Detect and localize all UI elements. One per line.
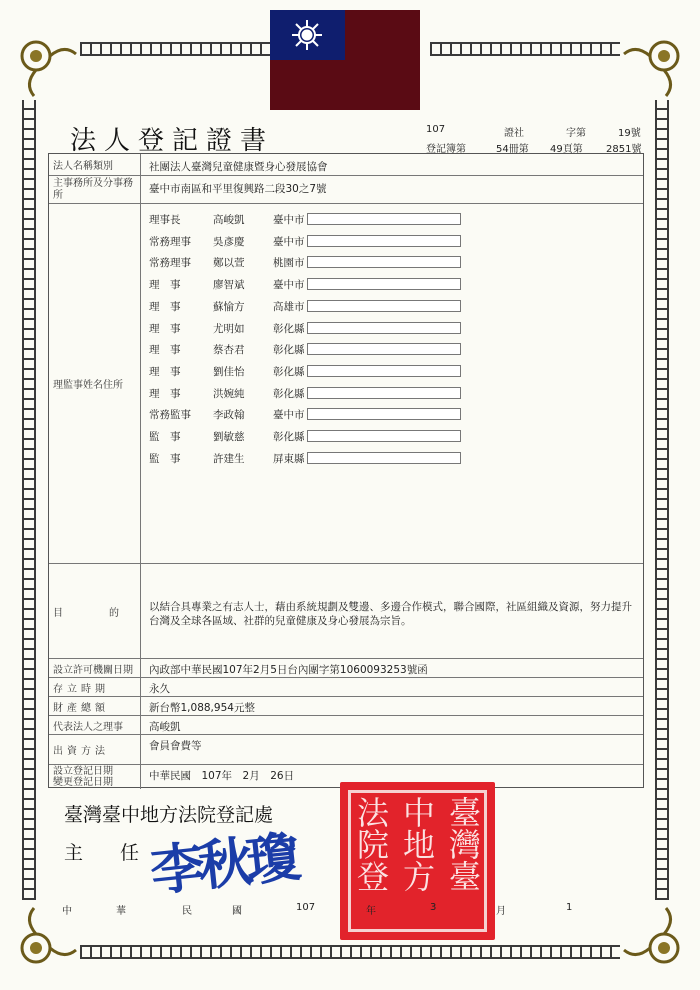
footer-c3: 民 <box>182 906 192 917</box>
director-role: 常務理事 <box>149 257 191 270</box>
rep-value: 高峻凱 <box>149 721 181 733</box>
registry-volume: 54冊第 <box>496 144 529 155</box>
row-representative <box>49 716 643 735</box>
contrib-label: 出資方法 <box>49 735 141 764</box>
director-name: 李政翰 <box>213 409 245 422</box>
director-name: 吳彥慶 <box>213 235 245 248</box>
registry-zi: 字第 <box>566 128 586 139</box>
address-redacted-box <box>307 408 461 420</box>
row-purpose <box>49 564 643 659</box>
director-name: 鄭以萱 <box>213 257 245 270</box>
seal-col-1: 臺灣臺 <box>444 796 482 892</box>
director-role: 理 事 <box>149 279 181 292</box>
assets-value: 新台幣1,088,954元整 <box>149 702 255 714</box>
type-value: 社團法人臺灣兒童健康暨身心發展協會 <box>149 161 328 173</box>
border-right <box>655 100 669 900</box>
duration-value: 永久 <box>149 683 170 695</box>
row-permit <box>49 659 643 678</box>
footer-month: 3 <box>430 902 437 913</box>
director-city: 彰化縣 <box>273 387 305 400</box>
row-directors <box>49 204 643 564</box>
corner-ornament-br <box>622 906 686 970</box>
registry-shezi: 證社 <box>504 128 524 139</box>
seal-col-3: 法院登 <box>352 796 390 892</box>
director-city: 高雄市 <box>273 300 305 313</box>
director-city: 彰化縣 <box>273 322 305 335</box>
footer-nian: 年 <box>366 906 376 917</box>
seal-col-2: 中地方 <box>398 796 436 892</box>
footer-c2: 華 <box>116 906 126 917</box>
director-name: 高峻凱 <box>213 214 245 226</box>
signature: 李秋瓊 <box>147 824 298 904</box>
footer-year: 107 <box>296 902 316 913</box>
director-name: 劉佳怡 <box>213 365 245 378</box>
director-role: 常務監事 <box>149 409 191 422</box>
purpose-value: 以結合具專業之有志人士，藉由系統規劃及雙邊、多邊合作模式，聯合國際，社區組織及資源，努力提升台灣及全球各區域、社群的兒童健康及身心發展為宗旨。 <box>149 601 632 627</box>
director-role: 理 事 <box>149 300 181 313</box>
office-value: 臺中市南區和平里復興路二段30之7號 <box>149 183 327 195</box>
address-redacted-box <box>307 256 461 268</box>
registry-year: 107 <box>426 124 446 135</box>
assets-label: 財產總額 <box>49 697 141 715</box>
director-role: 常務理事 <box>149 235 191 248</box>
directors-label: 理監事姓名住所 <box>49 204 141 563</box>
page-title: 法人登記證書 <box>70 126 275 156</box>
director-role: 監 事 <box>149 431 181 443</box>
court-name: 臺灣臺中地方法院登記處 <box>64 804 274 826</box>
registry-entry: 2851號 <box>606 144 642 155</box>
director-name: 許建生 <box>213 452 245 465</box>
director-city: 彰化縣 <box>273 344 305 357</box>
address-redacted-box <box>307 300 461 312</box>
corner-ornament-tl <box>14 34 78 98</box>
director-city: 彰化縣 <box>273 365 305 378</box>
row-office <box>49 176 643 204</box>
director-role: 理 事 <box>149 365 181 378</box>
registration-table <box>48 153 644 788</box>
director-name: 洪婉純 <box>213 387 245 400</box>
regdate-label-1: 設立登記日期 <box>53 766 113 777</box>
address-redacted-box <box>307 387 461 399</box>
registry-page: 49頁第 <box>550 144 583 155</box>
director-name: 蔡杏君 <box>213 344 245 357</box>
registry-no: 19號 <box>618 128 641 139</box>
chief-title-2: 任 <box>120 842 140 864</box>
footer-day: 1 <box>566 902 573 913</box>
director-city: 臺中市 <box>273 409 305 422</box>
address-redacted-box <box>307 278 461 290</box>
address-redacted-box <box>307 213 461 225</box>
address-redacted-box <box>307 343 461 355</box>
rep-label: 代表法人之理事 <box>49 716 141 734</box>
director-name: 劉敏慈 <box>213 431 245 443</box>
director-city: 臺中市 <box>273 279 305 292</box>
address-redacted-box <box>307 322 461 334</box>
address-redacted-box <box>307 235 461 247</box>
national-flag <box>270 10 420 110</box>
court-seal <box>340 782 495 940</box>
director-role: 理 事 <box>149 322 181 335</box>
director-role: 監 事 <box>149 452 181 465</box>
regdate-label <box>49 765 141 789</box>
border-bottom <box>80 945 620 959</box>
director-city: 臺中市 <box>273 235 305 248</box>
row-assets <box>49 697 643 716</box>
registry-book-label: 登記簿第 <box>426 144 466 155</box>
purpose-label: 目 的 <box>49 564 141 658</box>
type-label: 法人名稱類別 <box>49 154 141 175</box>
contrib-value: 會員會費等 <box>149 740 202 752</box>
director-city: 彰化縣 <box>273 431 305 443</box>
director-name: 尤明如 <box>213 322 245 335</box>
footer-c4: 國 <box>232 906 242 917</box>
office-label: 主事務所及分事務所 <box>49 176 141 203</box>
director-role: 理 事 <box>149 387 181 400</box>
regdate-value: 中華民國 107年 2月 26日 <box>149 770 295 782</box>
footer-yue: 月 <box>496 906 506 917</box>
regdate-label-2: 變更登記日期 <box>53 777 113 788</box>
row-type <box>49 154 643 176</box>
director-city: 桃園市 <box>273 257 305 270</box>
director-city: 屏東縣 <box>273 452 305 465</box>
border-top-right <box>430 42 620 56</box>
director-role: 理事長 <box>149 214 181 226</box>
address-redacted-box <box>307 430 461 442</box>
address-redacted-box <box>307 452 461 464</box>
director-name: 蘇愉方 <box>213 300 245 313</box>
permit-value: 內政部中華民國107年2月5日台內團字第1060093253號函 <box>149 664 428 676</box>
director-city: 臺中市 <box>273 214 305 226</box>
chief-title-1: 主 <box>64 842 84 864</box>
address-redacted-box <box>307 365 461 377</box>
director-name: 廖智斌 <box>213 279 245 292</box>
row-contribution <box>49 735 643 765</box>
border-left <box>22 100 36 900</box>
permit-label: 設立許可機關日期 <box>49 659 141 677</box>
duration-label: 存立時期 <box>49 678 141 696</box>
border-top <box>80 42 270 56</box>
director-role: 理 事 <box>149 344 181 357</box>
corner-ornament-tr <box>622 34 686 98</box>
row-duration <box>49 678 643 697</box>
footer-c1: 中 <box>62 906 72 917</box>
